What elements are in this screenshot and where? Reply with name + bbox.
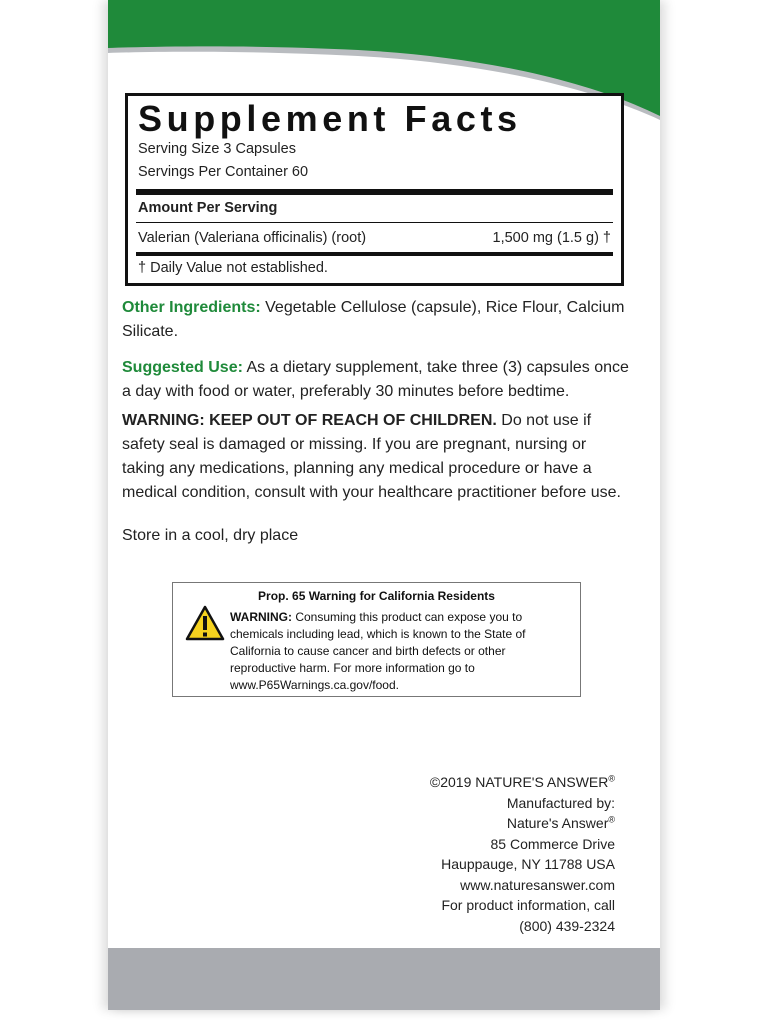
registered-mark-2: ®: [608, 814, 615, 825]
footer-gray-band: [108, 948, 660, 1010]
manufactured-by: Manufactured by:: [506, 794, 615, 811]
manufacturer-info: [355, 772, 615, 936]
warning-triangle-icon: [185, 605, 225, 641]
street-address: 85 Commerce Drive: [490, 835, 615, 852]
prop65-warning-box: [172, 582, 581, 697]
other-ingredients: [122, 296, 632, 344]
serving-size: Serving Size 3 Capsules: [138, 141, 296, 157]
suggested-use: [122, 356, 632, 404]
phone-number: (800) 439-2324: [519, 917, 615, 934]
warning-paragraph: [122, 409, 632, 505]
company-name-line: [355, 813, 615, 834]
supplement-facts-panel: [125, 93, 624, 286]
other-ingredients-text: Vegetable Cellulose (capsule), Rice Flour, Calcium Silicate.: [122, 299, 625, 340]
product-info-line: For product information, call: [441, 897, 615, 913]
ingredient-name: Valerian (Valeriana officinalis) (root): [138, 230, 367, 246]
facts-divider-thick: [136, 189, 613, 195]
facts-title: Supplement Facts: [138, 98, 522, 139]
facts-footnote: † Daily Value not established.: [138, 260, 328, 276]
servings-per-container: Servings Per Container 60: [138, 164, 309, 180]
suggested-use-text: As a dietary supplement, take three (3) capsules once a day with food or water, preferably 30 minutes before bedtime.: [122, 359, 629, 400]
copyright-line: [355, 772, 615, 793]
company-name: Nature's Answer: [506, 815, 609, 831]
city-line: Hauppauge, NY 11788 USA: [441, 856, 615, 872]
website: www.naturesanswer.com: [460, 876, 615, 893]
prop65-text: [230, 609, 570, 694]
amount-per-serving-header: Amount Per Serving: [138, 200, 278, 216]
suggested-use-label: Suggested Use:: [122, 359, 243, 376]
storage-instructions: Store in a cool, dry place: [122, 527, 299, 544]
other-ingredients-label: Other Ingredients:: [122, 299, 261, 316]
prop65-title: Prop. 65 Warning for California Residents: [258, 589, 495, 603]
prop65-warning-label: WARNING:: [230, 610, 292, 624]
registered-mark: ®: [608, 773, 615, 784]
prop65-body: Consuming this product can expose you to chemicals including lead, which is known to the State of California to cause cancer and birth defects or other reproductive harm. For more information go to www.P65Warnings.ca.gov/food.: [230, 610, 526, 692]
copyright-text: ©2019 NATURE'S ANSWER: [429, 774, 609, 790]
warning-label: WARNING: KEEP OUT OF REACH OF CHILDREN.: [122, 412, 497, 429]
facts-divider-thin: [136, 222, 613, 223]
ingredient-amount: 1,500 mg (1.5 g) †: [492, 230, 611, 246]
facts-divider-medium: [136, 252, 613, 256]
warning-text: Do not use if safety seal is damaged or missing. If you are pregnant, nursing or taking any medications, planning any medical procedure or have a medical condition, consult with your healthcare practitioner before use.: [122, 412, 621, 501]
